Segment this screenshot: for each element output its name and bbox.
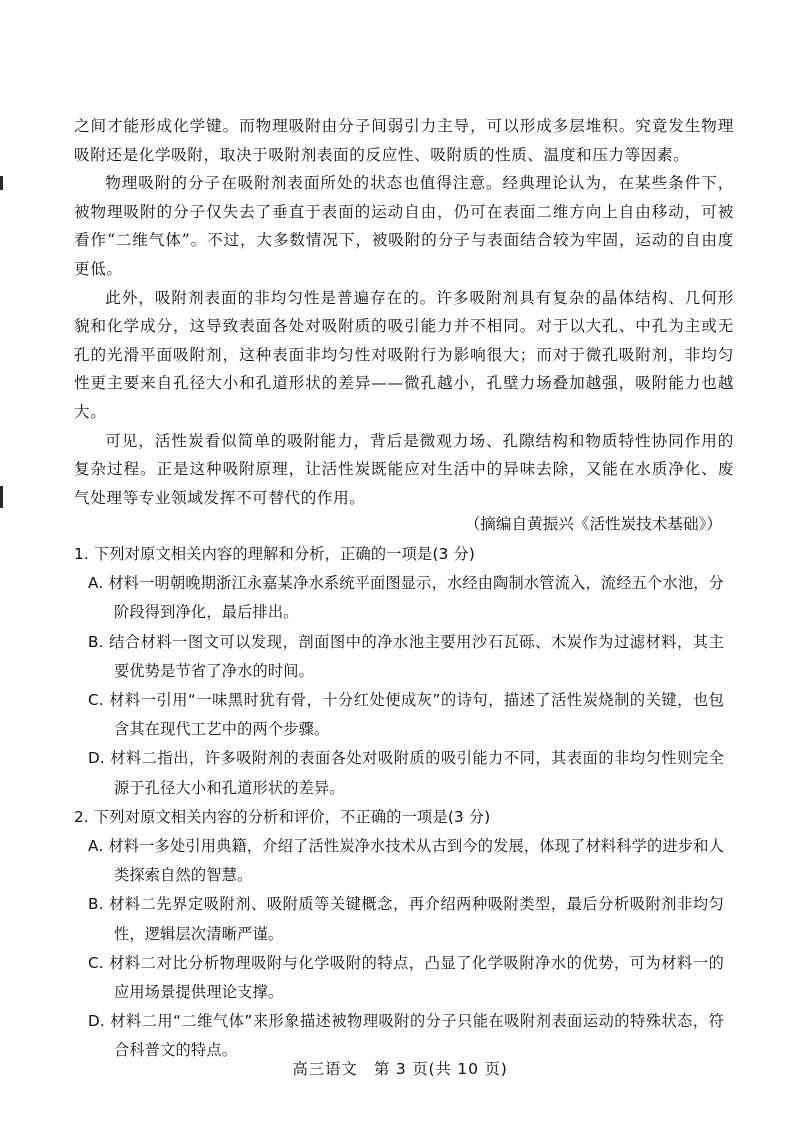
question-2 — [74, 803, 724, 1066]
option-d: D. 材料二指出，许多吸附剂的表面各处对吸附质的吸引能力不同，其表面的非均匀性则完全源于孔径大小和孔道形状的差异。 — [88, 749, 724, 797]
option-c: C. 材料一引用“一味黑时犹有骨，十分红处便成灰”的诗句，描述了活性炭烧制的关键，也包含其在现代工艺中的两个步骤。 — [88, 691, 724, 739]
passage-paragraph: 物理吸附的分子在吸附剂表面所处的状态也值得注意。经典理论认为，在某些条件下，被物理吸附的分子仅失去了垂直于表面的运动自由，仍可在表面二维方向上自由移动，可被看作“二维气体”。不过，大多数情况下，被吸附的分子与表面结合较为牢固，运动的自由度更低。 — [74, 174, 734, 278]
question-1 — [74, 540, 724, 803]
question-stem: 2. 下列对原文相关内容的分析和评价，不正确的一项是(3 分) — [74, 807, 491, 826]
option-b: B. 材料二先界定吸附剂、吸附质等关键概念，再介绍两种吸附类型，最后分析吸附剂非均匀性，逻辑层次清晰严谨。 — [88, 895, 724, 943]
question-list — [74, 540, 724, 1066]
question-stem: 1. 下列对原文相关内容的理解和分析，正确的一项是(3 分) — [74, 545, 475, 563]
option-d: D. 材料二用“二维气体”来形象描述被物理吸附的分子只能在吸附剂表面运动的特殊状态，符合科普文的特点。 — [88, 1012, 724, 1060]
option-a: A. 材料一多处引用典籍，介绍了活性炭净水技术从古到今的发展，体现了材料科学的进步和人类探索自然的智慧。 — [88, 837, 724, 885]
reading-passage — [74, 112, 734, 512]
passage-source: （摘编自黄振兴《活性炭技术基础》） — [464, 515, 722, 533]
scan-edge-mark — [0, 176, 3, 190]
option-c: C. 材料二对比分析物理吸附与化学吸附的特点，凸显了化学吸附净水的优势，可为材料一的应用场景提供理论支撑。 — [88, 953, 724, 1002]
passage-paragraph: 可见，活性炭看似简单的吸附能力，背后是微观力场、孔隙结构和物质特性协同作用的复杂过程。正是这种吸附原理，让活性炭既能应对生活中的异味去除，又能在水质净化、废气处理等专业领域发挥不可替代的作用。 — [74, 431, 734, 507]
passage-paragraph: 此外，吸附剂表面的非均匀性是普遍存在的。许多吸附剂具有复杂的晶体结构、几何形貌和化学成分，这导致表面各处对吸附质的吸引能力并不相同。对于以大孔、中孔为主或无孔的光滑平面吸附剂，这种表面非均匀性对吸附行为影响很大；而对于微孔吸附剂，非均匀性更主要来自孔径大小和孔道形状的差异——微孔越小，孔壁力场叠加越强，吸附能力也越大。 — [74, 288, 734, 421]
option-a: A. 材料一明朝晚期浙江永嘉某净水系统平面图显示，水经由陶制水管流入，流经五个水池，分阶段得到净化，最后排出。 — [88, 574, 724, 622]
option-b: B. 结合材料一图文可以发现，剖面图中的净水池主要用沙石瓦砾、木炭作为过滤材料，其主要优势是节省了净水的时间。 — [88, 632, 724, 680]
scan-edge-mark — [0, 486, 3, 508]
passage-paragraph: 之间才能形成化学键。而物理吸附由分子间弱引力主导，可以形成多层堆积。究竟发生物理吸附还是化学吸附，取决于吸附剂表面的反应性、吸附质的性质、温度和压力等因素。 — [74, 117, 734, 164]
page-footer: 高三语文 第 3 页(共 10 页) — [292, 1060, 508, 1078]
